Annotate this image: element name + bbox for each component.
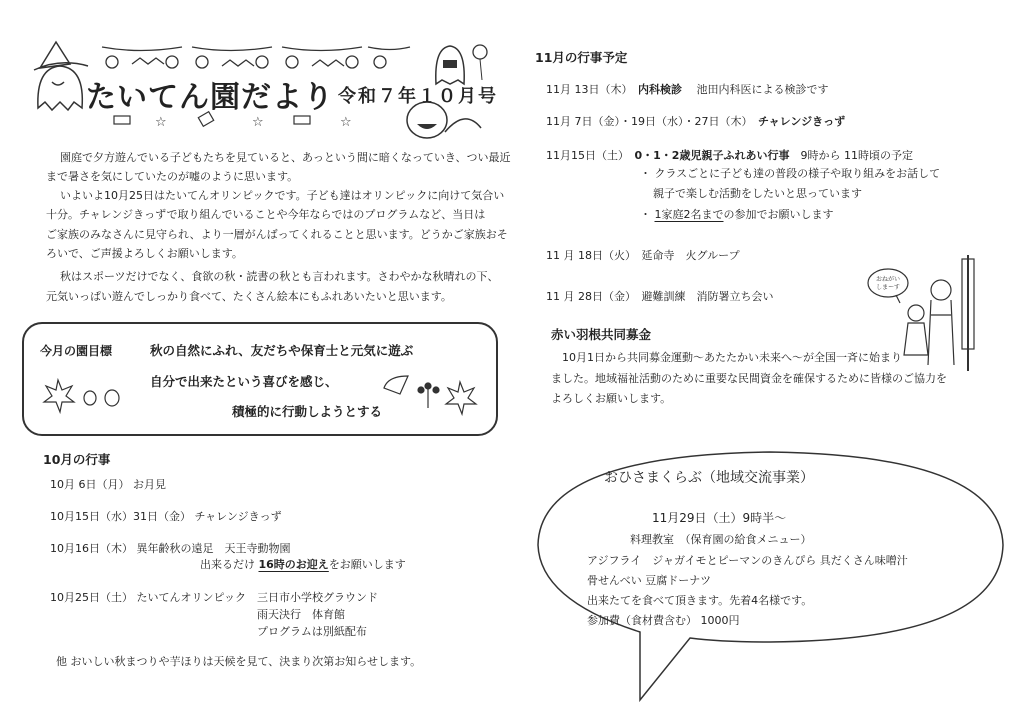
- ghost-lollipop-icon: [432, 40, 492, 85]
- ohisama-line: 料理教室 （保育園の給食メニュー）: [630, 533, 812, 546]
- autumn-leaves-icon: [42, 378, 132, 414]
- november-event: 11 月 18日（火） 延命寺 火グループ: [546, 249, 740, 262]
- november-event-bullet: 親子で楽しむ活動をしたいと思っています: [653, 187, 862, 200]
- october-event: 10月16日（木） 異年齢秋の遠足 天王寺動物園: [50, 542, 291, 555]
- november-events-title: 11月の行事予定: [535, 50, 628, 65]
- goal-label: 今月の園目標: [40, 344, 113, 358]
- october-event: 10月 6日（月） お月見: [50, 478, 166, 491]
- october-event: 10月15日（水）31日（金） チャレンジきっず: [50, 510, 282, 523]
- ohisama-date: 11月29日（土）9時半～: [652, 511, 787, 525]
- event-name: 0・1・2歳児親子ふれあい行事: [634, 149, 790, 162]
- goal-line: 積極的に行動しようとする: [232, 404, 383, 419]
- goal-line: 自分で出来たという喜びを感じ、: [150, 374, 338, 389]
- november-event: 11 月 28日（金） 避難訓練 消防署立ち会い: [546, 290, 774, 303]
- underlined-text: 1家庭2名まで: [654, 208, 724, 221]
- event-note: 池田内科医による検診です: [696, 83, 829, 96]
- ohisama-line: 骨せんべい 豆腐ドーナツ: [587, 574, 712, 587]
- october-other-note: 他 おいしい秋まつりや芋ほりは天候を見て、決まり次第お知らせします。: [56, 655, 422, 668]
- november-event: [546, 115, 845, 129]
- berries-maple-icon: [416, 380, 478, 416]
- intro-line: 元気いっぱい遊んでしっかり食べて、たくさん絵本にもふれあいたいと思います。: [46, 290, 452, 303]
- svg-text:☆: ☆: [252, 115, 264, 130]
- october-event: 10月25日（土） たいてんオリンピック: [50, 591, 247, 604]
- ohisama-line: アジフライ ジャガイモとピーマンのきんぴら 具だくさん味噌汁: [587, 554, 908, 567]
- bullet: ・: [640, 208, 655, 221]
- october-event-note: [200, 558, 406, 572]
- svg-text:☆: ☆: [155, 115, 167, 130]
- intro-line: まで暑さを気にしていたのが嘘のように思います。: [46, 170, 299, 183]
- ohisama-line: 出来たてを食べて頂きます。先着4名様です。: [587, 594, 813, 607]
- october-event-detail: 雨天決行 体育館: [257, 608, 345, 621]
- ohisama-title: おひさまくらぶ（地域交流事業）: [604, 470, 814, 486]
- intro-line: ご家族のみなさんに見守られ、より一層がんばってくれることと思います。どうかご家族おそ: [46, 228, 508, 241]
- illustration-speech: おねがい: [875, 276, 901, 283]
- bullet-text: の参加でお願いします: [723, 208, 834, 221]
- red-feather-line: よろしくお願いします。: [551, 392, 672, 405]
- issue-date: 令和７年１０月号: [338, 86, 498, 107]
- october-event-detail: 三日市小学校グラウンド: [257, 591, 378, 604]
- note-underlined: 16時のお迎え: [258, 558, 329, 571]
- goal-line: 秋の自然にふれ、友だちや保育士と元気に遊ぶ: [150, 343, 414, 358]
- red-feather-line: ました。地域福祉活動のために重要な民間資金を確保するために皆様のご協力を: [551, 372, 947, 385]
- october-event-detail: プログラムは別紙配布: [257, 625, 367, 638]
- ghost-witch-icon: [30, 38, 90, 113]
- event-date: 11月15日（土）: [546, 149, 624, 162]
- svg-text:しまーす: しまーす: [876, 284, 900, 291]
- event-name: 内科検診: [638, 83, 682, 96]
- intro-line: いよいよ10月25日はたいてんオリンピックです。子ども達はオリンピックに向けて気合い: [60, 189, 505, 202]
- event-date: 11月 7日（金）・19日（水）・27日（木）: [546, 115, 747, 128]
- svg-text:☆: ☆: [340, 115, 352, 130]
- ginkgo-leaf-icon: [382, 374, 412, 396]
- event-date: 11月 13日（木）: [546, 83, 627, 96]
- intro-line: ろいで、ご声援よろしくお願いします。: [46, 247, 243, 260]
- event-time: 9時から 11時頃の予定: [800, 149, 913, 162]
- october-events-title: 10月の行事: [43, 452, 111, 467]
- event-name: チャレンジきっず: [758, 115, 846, 128]
- intro-line: 十分。チャレンジきっずで取り組んでいることや今年ならではのプログラムなど、当日は: [46, 208, 486, 221]
- november-event: [546, 149, 913, 163]
- november-event-bullet: [640, 208, 834, 222]
- intro-line: 園庭で夕方遊んでいる子どもたちを見ていると、あっという間に暗くなっていき、つい最近: [60, 151, 511, 164]
- intro-line: 秋はスポーツだけでなく、食欲の秋・読書の秋とも言われます。さわやかな秋晴れの下、: [60, 270, 499, 283]
- november-event: [546, 83, 829, 97]
- red-feather-line: 10月1日から共同募金運動～あたたかい未来へ～が全国一斉に始まり: [562, 351, 902, 364]
- ohisama-line: 参加費（食材費含む） 1000円: [587, 614, 740, 627]
- note-text: をお願いします: [328, 558, 406, 571]
- november-event-bullet: ・ クラスごとに子ども達の普段の様子や取り組みをお話して: [640, 167, 941, 180]
- red-feather-title: 赤い羽根共同募金: [551, 327, 652, 342]
- newsletter-title: たいてん園だより: [86, 80, 334, 115]
- note-text: 出来るだけ: [200, 558, 259, 571]
